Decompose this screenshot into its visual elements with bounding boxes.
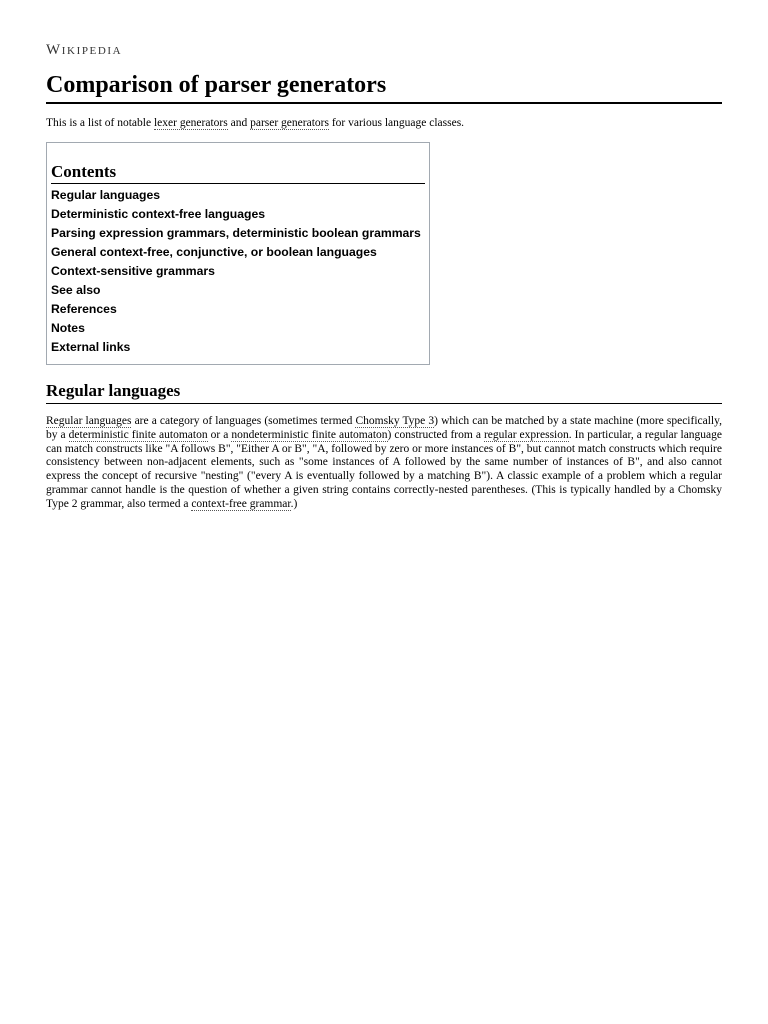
wikipedia-wordmark[interactable]: Wikipedia [46,42,123,58]
toc-item-context-sensitive[interactable]: Context-sensitive grammars [51,264,215,278]
toc-item-references[interactable]: References [51,302,117,316]
toc-item-peg[interactable]: Parsing expression grammars, deterministic boolean grammars [51,226,421,240]
section-heading-regular-languages: Regular languages [46,380,722,404]
intro-text-2: and [227,117,251,129]
toc-item-see-also[interactable]: See also [51,283,101,297]
para-text-1: are a category of languages (sometimes termed [131,415,356,427]
toc-item-external-links[interactable]: External links [51,340,131,354]
toc-item-deterministic-cfl[interactable]: Deterministic context-free languages [51,207,266,221]
link-regular-languages[interactable]: Regular languages [46,415,132,427]
toc-item-notes[interactable]: Notes [51,321,85,335]
link-context-free-grammar[interactable]: context-free grammar [191,497,291,510]
para-text-2: ) which can be matched by a state machine (more specifically, by a [46,415,722,441]
link-parser-generators[interactable]: parser generators [250,117,329,129]
toc-list [51,186,425,357]
para-text-4: ) constructed from a [387,428,484,441]
toc-item-general-cfl[interactable]: General context-free, conjunctive, or boolean languages [51,245,377,259]
link-lexer-generators[interactable]: lexer generators [153,117,228,129]
link-dfa[interactable]: deterministic finite automaton [68,428,208,441]
link-chomsky-type-3[interactable]: Chomsky Type 3 [355,415,435,427]
article-page [46,40,722,512]
table-of-contents [46,142,430,365]
para-text-5: . In particular, a regular language can match constructs like "A follows B", "Either A or B", "A, followed by zero or more instances of B", but cannot match constructs which require consistency between non-adjacent elements, such as "some instances of A followed by the same number of instances of B", and also cannot express the concept of recursive "nesting" ("every A is eventually followed by a matching B"). A classic example of a problem which a regular grammar cannot handle is the question of whether a given string contains correctly-nested parentheses. (This is typically handled by a Chomsky Type 2 grammar, also termed a [46,428,723,510]
toc-item-regular-languages[interactable]: Regular languages [51,188,161,202]
link-nfa[interactable]: nondeterministic finite automaton [231,428,388,441]
regular-languages-paragraph [46,415,722,512]
toc-title: Contents [51,161,425,184]
para-text-6: .) [290,497,298,510]
intro-text-1: This is a list of notable [46,117,154,129]
intro-paragraph [46,116,722,130]
link-regular-expression[interactable]: regular expression [483,428,569,441]
para-text-3: or a [207,428,232,441]
intro-text-3: for various language classes. [328,117,465,129]
page-title: Comparison of parser generators [46,70,722,104]
